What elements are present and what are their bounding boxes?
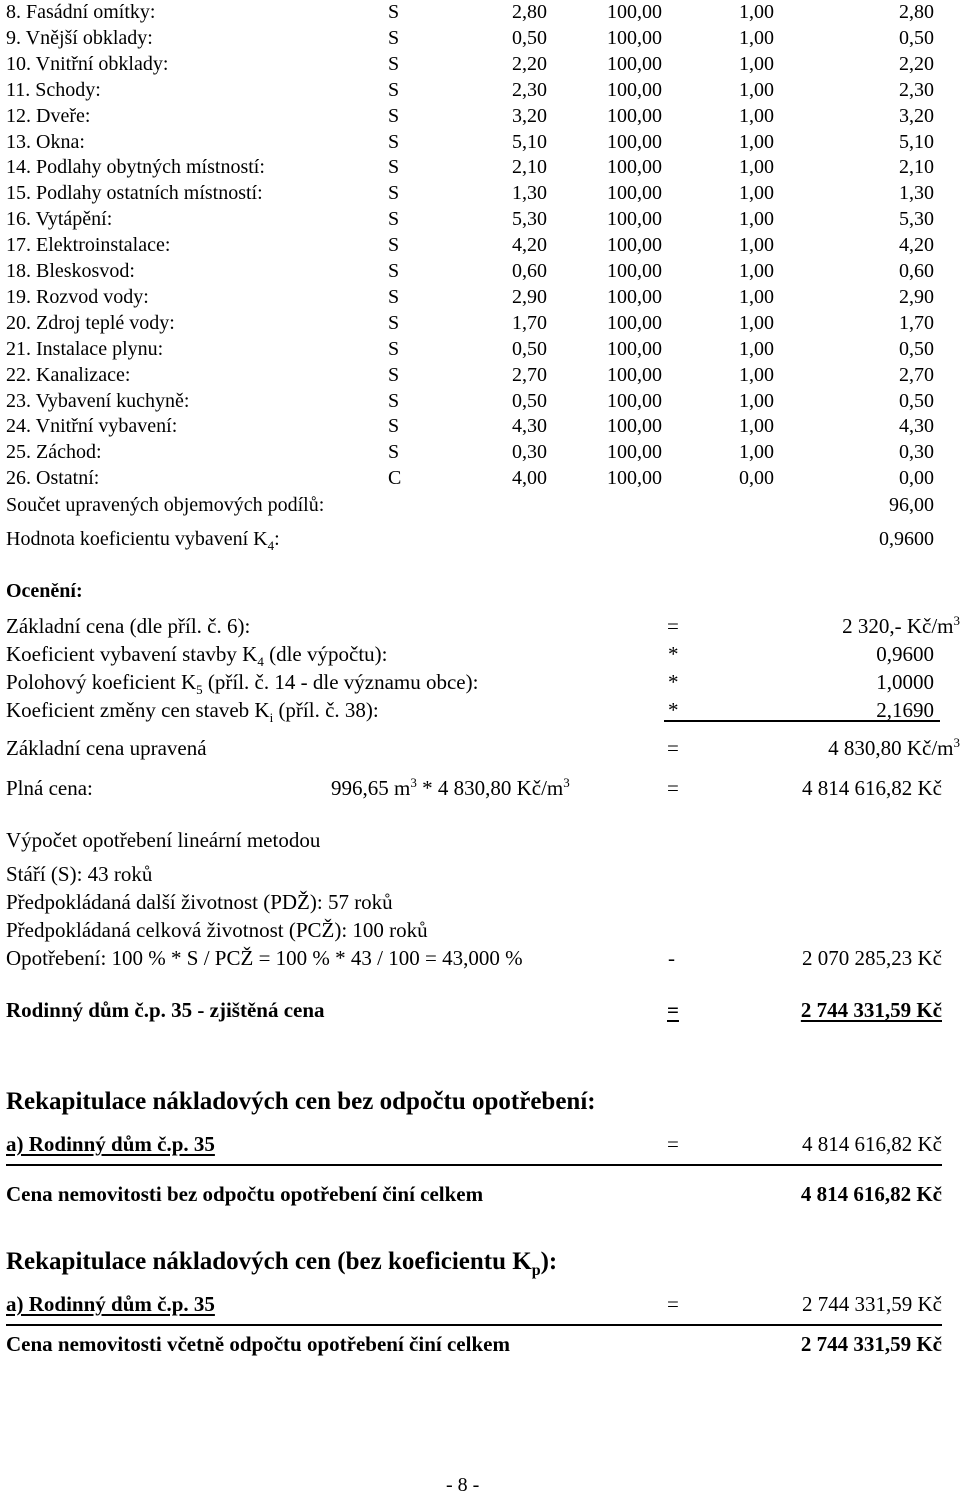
recap1-heading: Rekapitulace nákladových cen bez odpočtu opotřebení: [6,1088,596,1115]
valuation-heading: Ocenění: [6,580,83,602]
table-row [0,51,960,77]
table-cell-name: 17. Elektroinstalace: [6,234,171,257]
table-cell-v4: 2,90 [899,285,934,308]
table-cell-v2: 100,00 [607,1,662,23]
table-cell-v2: 100,00 [607,260,662,282]
table-cell-v3: 1,00 [739,182,774,205]
table-cell-v2: 100,00 [607,130,662,153]
table-row [0,310,960,336]
table-cell-v2: 100,00 [607,415,662,438]
table-cell-v1: 2,10 [512,156,547,179]
table-cell-v3: 1,00 [739,156,774,179]
base-price-value: 2 320,- $Kč/m^3$ [842,613,960,638]
subtotal-rule [664,720,940,722]
table-cell-v2: 100,00 [607,337,662,360]
table-cell-v2: 100,00 [607,467,662,490]
depreciation-op: - [668,946,675,970]
table-cell-v2: 100,00 [607,285,662,308]
table-cell-v4: 3,20 [899,104,934,127]
table-cell-v2: 100,00 [607,182,662,205]
table-row [0,180,960,206]
table-cell-v3: 1,00 [739,363,774,386]
recap1-total-label: Cena nemovitosti bez odpočtu opotřebení činí celkem [6,1182,484,1206]
table-cell-v2: 100,00 [607,441,662,464]
table-cell-v3: 1,00 [739,260,774,282]
table-cell-v3: 0,00 [739,467,774,490]
table-row [0,439,960,465]
ki-coef-value: 2,1690 [876,698,934,722]
table-cell-v3: 1,00 [739,389,774,412]
sum-value: 96,00 [889,494,934,516]
table-cell-v4: 0,50 [899,26,934,49]
depreciation-total: Předpokládaná celková životnost (PCŽ): 100 roků [6,918,428,942]
table-cell-v4: 0,50 [899,337,934,360]
table-cell-name: 23. Vybavení kuchyně: [6,389,190,412]
depreciation-calc: Opotřebení: 100 % * S / PCŽ = 100 % * 43 / 100 = 43,000 % [6,946,523,970]
k5-coef-op: * [668,670,679,694]
table-cell-v1: 5,30 [512,208,547,231]
base-price-op: = [667,614,679,638]
adjusted-price-value: 4 830,80 $Kč/m^3$ [828,735,960,760]
table-cell-cat: S [388,182,400,205]
adjusted-price-label: Základní cena upravená [6,736,207,760]
recap1-item-value: 4 814 616,82 Kč [802,1132,942,1156]
recap2-item-value: 2 744 331,59 Kč [802,1292,942,1316]
table-cell-v3: 1,00 [739,78,774,101]
table-cell-name: 14. Podlahy obytných místností: [6,156,265,179]
table-cell-v1: 2,90 [512,285,547,308]
depreciation-remaining: Předpokládaná další životnost (PDŽ): 57 roků [6,890,393,914]
table-cell-cat: S [388,389,400,412]
table-cell-v3: 1,00 [739,234,774,257]
table-cell-name: 15. Podlahy ostatních místností: [6,182,263,205]
table-cell-v1: 2,20 [512,52,547,75]
table-cell-v3: 1,00 [739,1,774,23]
table-cell-v2: 100,00 [607,363,662,386]
result-label: Rodinný dům č.p. 35 - zjištěná cena [6,998,325,1022]
table-cell-v4: 4,30 [899,415,934,438]
table-cell-name: 18. Bleskosvod: [6,260,135,282]
table-cell-cat: S [388,78,400,101]
table-cell-v4: 2,20 [899,52,934,75]
table-cell-v1: 1,70 [512,311,547,334]
table-cell-v1: 2,80 [512,1,547,23]
table-cell-name: 9. Vnější obklady: [6,26,153,49]
table-cell-cat: S [388,285,400,308]
k4-coef-op: * [668,642,679,666]
table-cell-cat: C [388,467,402,490]
adjusted-price-op: = [667,736,679,760]
table-cell-v1: 5,10 [512,130,547,153]
table-cell-v1: 4,30 [512,415,547,438]
full-price-label: Plná cena: [6,776,93,800]
table-row [0,25,960,51]
table-row [0,413,960,439]
table-cell-cat: S [388,311,400,334]
table-row [0,388,960,414]
depreciation-age: Stáří (S): 43 roků [6,862,153,886]
table-cell-v4: 2,30 [899,78,934,101]
table-cell-v3: 1,00 [739,311,774,334]
table-cell-v1: 0,60 [512,260,547,282]
table-cell-cat: S [388,52,400,75]
recap1-item-label: a) Rodinný dům č.p. 35 [6,1132,215,1156]
recap2-item-label: a) Rodinný dům č.p. 35 [6,1292,215,1316]
table-row [0,336,960,362]
table-row [0,77,960,103]
table-cell-cat: S [388,441,400,464]
result-op: = [667,998,679,1022]
table-cell-cat: S [388,156,400,179]
table-cell-v3: 1,00 [739,52,774,75]
table-cell-v1: 3,20 [512,104,547,127]
table-cell-name: 13. Okna: [6,130,85,153]
table-cell-cat: S [388,363,400,386]
table-row [0,284,960,310]
table-cell-cat: S [388,130,400,153]
recap2-total-value: 2 744 331,59 Kč [800,1332,942,1356]
table-cell-cat: S [388,234,400,257]
table-cell-v2: 100,00 [607,234,662,257]
table-cell-name: 11. Schody: [6,78,101,101]
table-cell-name: 12. Dveře: [6,104,91,127]
table-cell-name: 22. Kanalizace: [6,363,131,386]
recap1-total-value: 4 814 616,82 Kč [800,1182,942,1206]
recap1-rule [6,1164,942,1166]
table-cell-cat: S [388,208,400,231]
page-number: - 8 - [446,1474,480,1496]
table-row [0,0,960,25]
table-cell-v1: 2,70 [512,363,547,386]
table-cell-cat: S [388,337,400,360]
table-cell-v1: 4,20 [512,234,547,257]
table-row [0,258,960,284]
table-cell-v2: 100,00 [607,52,662,75]
table-cell-cat: S [388,26,400,49]
table-cell-v3: 1,00 [739,285,774,308]
table-cell-v2: 100,00 [607,104,662,127]
recap2-heading: Rekapitulace nákladových cen (bez koeficientu $K_p$): [6,1248,558,1279]
table-cell-name: 19. Rozvod vody: [6,285,149,308]
table-cell-v3: 1,00 [739,130,774,153]
table-cell-v3: 1,00 [739,104,774,127]
table-cell-v2: 100,00 [607,26,662,49]
table-row [0,232,960,258]
table-cell-name: 26. Ostatní: [6,467,100,490]
result-value: 2 744 331,59 Kč [800,998,942,1022]
table-cell-v2: 100,00 [607,311,662,334]
table-cell-v4: 0,00 [899,467,934,490]
base-price-label: Základní cena (dle příl. č. 6): [6,614,251,638]
k5-coef-label: Polohový koeficient $K_5$ (příl. č. 14 - dle významu obce): [6,670,479,698]
recap1-item-op: = [667,1132,679,1156]
table-cell-v3: 1,00 [739,415,774,438]
table-cell-v2: 100,00 [607,208,662,231]
table-cell-v3: 1,00 [739,26,774,49]
table-cell-v1: 0,50 [512,337,547,360]
table-cell-v1: 2,30 [512,78,547,101]
table-row [0,129,960,155]
table-cell-v1: 0,30 [512,441,547,464]
table-cell-v4: 4,20 [899,234,934,257]
table-row [0,206,960,232]
table-cell-name: 24. Vnitřní vybavení: [6,415,178,438]
k4-value: 0,9600 [879,528,934,550]
ki-coef-label: Koeficient změny cen staveb $K_i$ (příl. č. 38): [6,698,379,726]
table-cell-v4: 0,60 [899,260,934,282]
table-cell-v2: 100,00 [607,78,662,101]
table-cell-v4: 5,30 [899,208,934,231]
table-cell-v3: 1,00 [739,441,774,464]
ki-coef-op: * [668,698,679,722]
table-cell-cat: S [388,104,400,127]
recap2-total-label: Cena nemovitosti včetně odpočtu opotřebení činí celkem [6,1332,510,1356]
table-row [0,154,960,180]
table-cell-v1: 4,00 [512,467,547,490]
table-cell-v4: 1,30 [899,182,934,205]
recap2-rule [6,1324,942,1326]
table-cell-v4: 1,70 [899,311,934,334]
table-cell-v4: 5,10 [899,130,934,153]
table-cell-name: 21. Instalace plynu: [6,337,164,360]
table-cell-name: 8. Fasádní omítky: [6,1,156,23]
full-price-calc: 996,65 $m^3 * 4$ 830,80 $Kč/m^3$ [331,775,570,800]
table-row [0,465,960,491]
table-cell-name: 20. Zdroj teplé vody: [6,311,175,334]
table-cell-v4: 0,30 [899,441,934,464]
table-cell-v2: 100,00 [607,156,662,179]
table-cell-v1: 1,30 [512,182,547,205]
k4-coef-value: 0,9600 [876,642,934,666]
table-cell-v4: 2,80 [899,1,934,23]
table-cell-v3: 1,00 [739,208,774,231]
table-cell-v3: 1,00 [739,337,774,360]
table-cell-v2: 100,00 [607,389,662,412]
k5-coef-value: 1,0000 [876,670,934,694]
depreciation-value: 2 070 285,23 Kč [802,946,942,970]
sum-label: Součet upravených objemových podílů: [6,494,325,516]
recap2-item-op: = [667,1292,679,1316]
full-price-value: 4 814 616,82 Kč [802,776,942,800]
table-cell-v4: 2,70 [899,363,934,386]
table-cell-v4: 2,10 [899,156,934,179]
depreciation-heading: Výpočet opotřebení lineární metodou [6,828,321,852]
table-cell-name: 25. Záchod: [6,441,102,464]
full-price-op: = [667,776,679,800]
k4-label: Hodnota koeficientu vybavení $K_4$: [6,528,280,553]
table-row [0,362,960,388]
k4-coef-label: Koeficient vybavení stavby $K_4$ (dle výpočtu): [6,642,388,670]
table-cell-v4: 0,50 [899,389,934,412]
table-cell-v1: 0,50 [512,389,547,412]
table-cell-cat: S [388,415,400,438]
table-cell-name: 16. Vytápění: [6,208,113,231]
table-cell-cat: S [388,260,400,282]
table-cell-v1: 0,50 [512,26,547,49]
table-cell-name: 10. Vnitřní obklady: [6,52,169,75]
table-row [0,103,960,129]
table-cell-cat: S [388,1,400,23]
